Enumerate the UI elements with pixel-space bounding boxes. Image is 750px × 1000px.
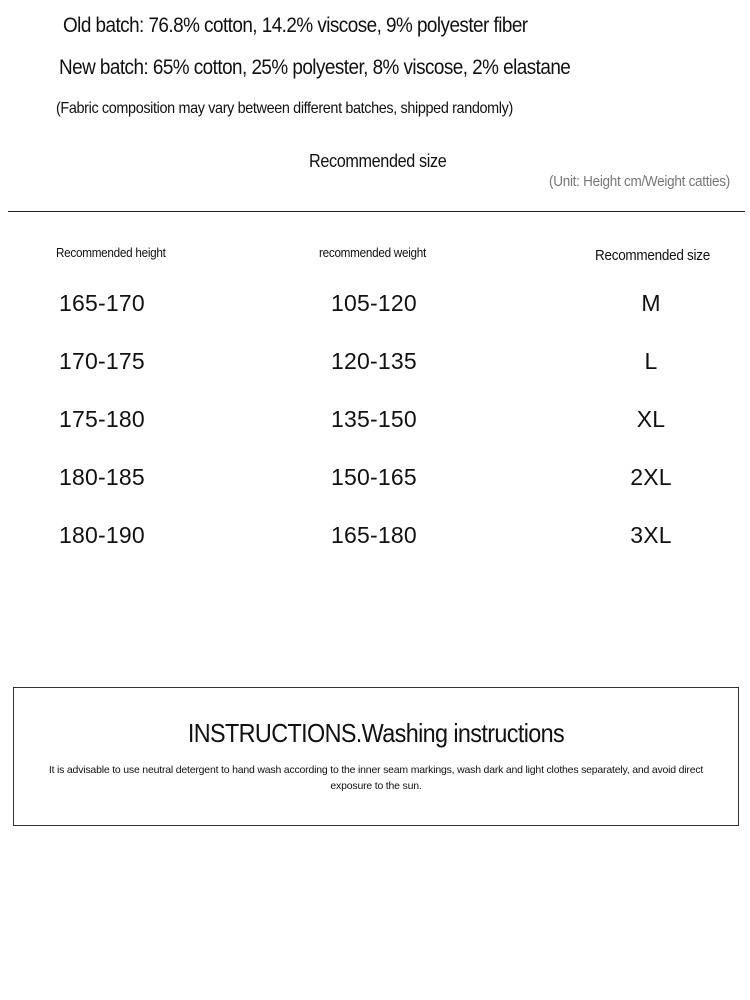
size-cell: 3XL <box>630 522 672 548</box>
height-cell: 170-175 <box>59 348 145 374</box>
instructions-body: It is advisable to use neutral detergent to hand wash according to the inner seam markings, wash dark and light clothes separately, and avoid direct exposure to the sun. <box>48 764 704 792</box>
new-batch-composition: New batch: 65% cotton, 25% polyester, 8% viscose, 2% elastane <box>59 56 571 79</box>
table-row <box>0 406 750 464</box>
table-row <box>0 464 750 522</box>
weight-cell: 135-150 <box>331 406 417 432</box>
instructions-box <box>13 687 739 826</box>
size-cell: 2XL <box>630 464 672 490</box>
weight-cell: 165-180 <box>331 522 417 548</box>
height-cell: 180-185 <box>59 464 145 490</box>
unit-note: (Unit: Height cm/Weight catties) <box>549 173 730 190</box>
old-batch-composition: Old batch: 76.8% cotton, 14.2% viscose, 9% polyester fiber <box>63 14 528 37</box>
size-chart-title: Recommended size <box>309 151 447 171</box>
instructions-title: INSTRUCTIONS.Washing instructions <box>187 718 565 748</box>
column-header-weight: recommended weight <box>319 245 427 260</box>
height-cell: 165-170 <box>59 290 145 316</box>
height-cell: 175-180 <box>59 406 145 432</box>
weight-cell: 150-165 <box>331 464 417 490</box>
height-cell: 180-190 <box>59 522 145 548</box>
table-row <box>0 290 750 348</box>
size-table <box>0 290 750 580</box>
column-header-height: Recommended height <box>56 245 166 260</box>
weight-cell: 120-135 <box>331 348 417 374</box>
size-cell: L <box>644 348 658 374</box>
table-row <box>0 522 750 580</box>
size-cell: XL <box>636 406 666 432</box>
divider-line <box>8 211 745 212</box>
weight-cell: 105-120 <box>331 290 417 316</box>
column-header-size: Recommended size <box>595 247 710 264</box>
composition-note: (Fabric composition may vary between different batches, shipped randomly) <box>56 100 513 117</box>
table-row <box>0 348 750 406</box>
size-cell: M <box>641 290 661 316</box>
